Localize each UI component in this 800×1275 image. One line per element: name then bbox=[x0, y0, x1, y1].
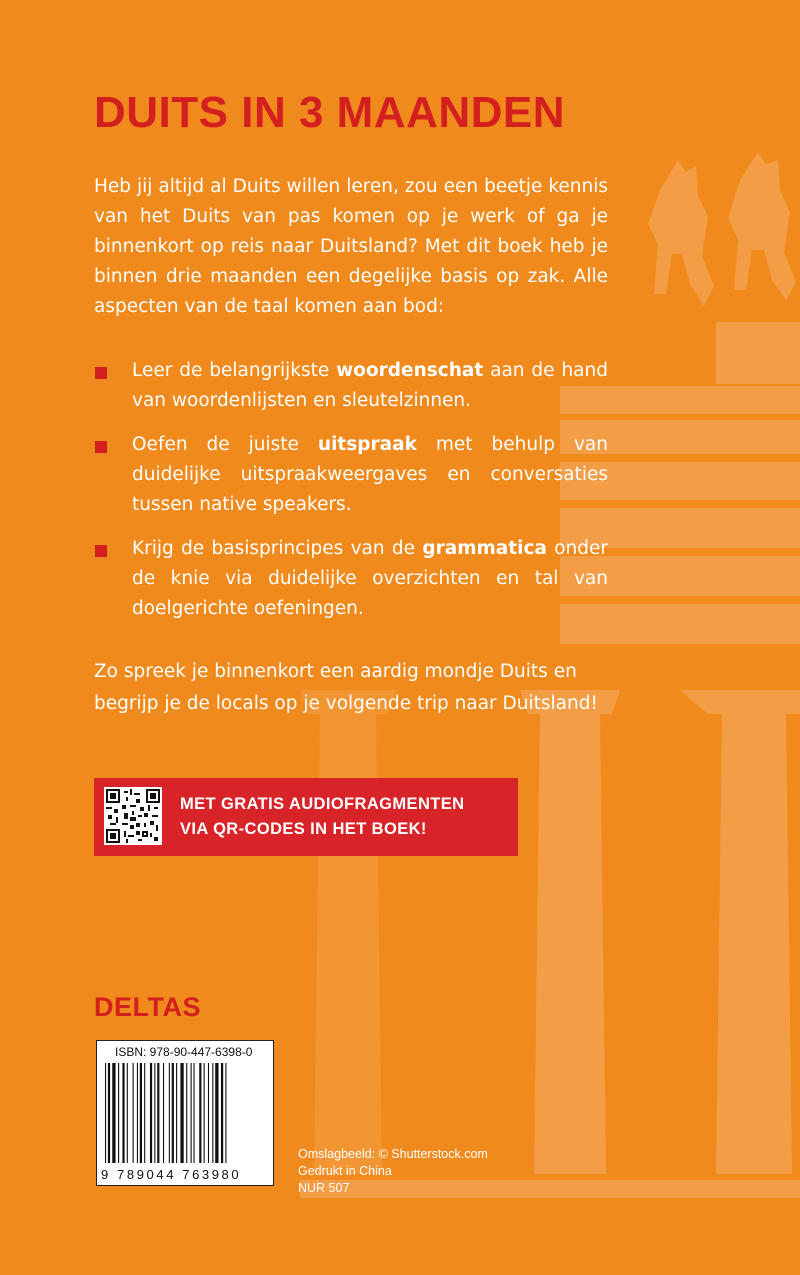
feature-text: onder de knie via duidelijke overzichten en tal van doelgerichte oefeningen. bbox=[132, 538, 608, 619]
feature-item-vocabulary bbox=[94, 356, 608, 416]
intro-paragraph: Heb jij altijd al Duits willen leren, zou een beetje kennis van het Duits van pas komen op je werk of ga je binnenkort op reis naar Duitsland? Met dit boek heb je binnen drie maanden een degelijke basis op zak. Alle aspecten van de taal komen aan bod: bbox=[94, 176, 608, 317]
bullet-square-icon bbox=[95, 367, 107, 379]
banner-line-1: MET GRATIS AUDIOFRAGMENTEN bbox=[180, 795, 465, 813]
feature-text: Krijg de basisprincipes van de bbox=[132, 538, 423, 559]
bullet-square-icon bbox=[95, 545, 107, 557]
audio-banner bbox=[94, 778, 518, 856]
nur-code: NUR 507 bbox=[298, 1181, 350, 1195]
banner-line-2: VIA QR-CODES IN HET BOEK! bbox=[180, 820, 427, 838]
bullet-square-icon bbox=[95, 441, 107, 453]
isbn-label: ISBN: 978-90-447-6398-0 bbox=[115, 1045, 253, 1059]
printed-in: Gedrukt in China bbox=[298, 1164, 392, 1178]
book-title: DUITS IN 3 MAANDEN bbox=[94, 88, 566, 137]
isbn-barcode bbox=[96, 1040, 274, 1186]
feature-text: met behulp van duidelijke uitspraakweergaves en conversaties tussen native speakers. bbox=[132, 434, 608, 515]
feature-keyword: grammatica bbox=[422, 538, 547, 559]
cover-credit: Omslagbeeld: © Shutterstock.com bbox=[298, 1147, 488, 1161]
feature-text: aan de hand van woordenlijsten en sleutelzinnen. bbox=[132, 360, 608, 411]
feature-text: Leer de belangrijkste bbox=[132, 360, 337, 381]
barcode-bars bbox=[103, 1063, 269, 1167]
feature-list bbox=[94, 356, 608, 638]
feature-keyword: woordenschat bbox=[336, 360, 484, 381]
banner-text bbox=[180, 792, 464, 842]
qr-code-icon[interactable] bbox=[104, 787, 162, 845]
barcode-digits: 9 789044 763980 bbox=[101, 1167, 242, 1182]
feature-item-grammar bbox=[94, 534, 608, 624]
feature-text: Oefen de juiste bbox=[132, 434, 318, 455]
feature-item-pronunciation bbox=[94, 430, 608, 520]
closing-paragraph: Zo spreek je binnenkort een aardig mondje Duits en begrijp je de locals op je volgende trip naar Duitsland! bbox=[94, 661, 598, 714]
feature-keyword: uitspraak bbox=[317, 434, 417, 455]
credits bbox=[298, 1146, 488, 1197]
publisher-logo: DELTAS bbox=[94, 992, 201, 1022]
